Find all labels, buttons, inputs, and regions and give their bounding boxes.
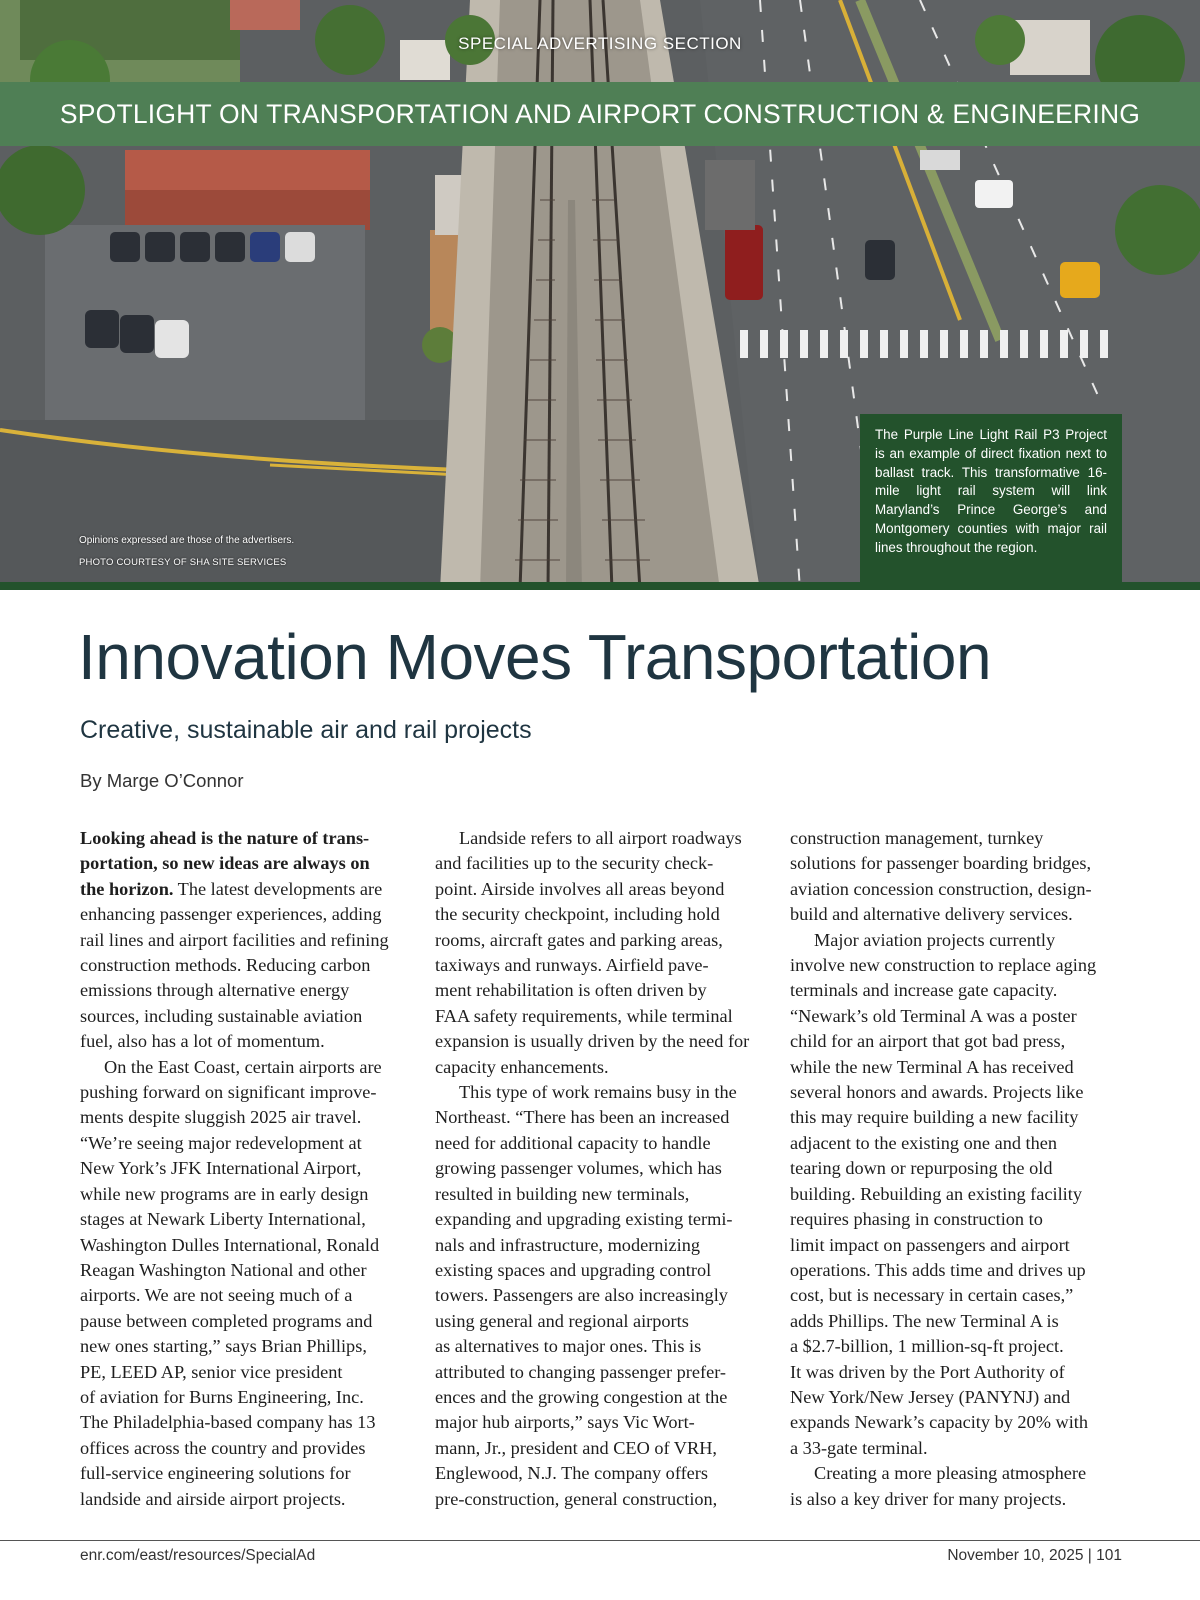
body-line: mann, Jr., president and CEO of VRH,: [435, 1437, 717, 1458]
body-line: as alternatives to major ones. This is: [435, 1336, 702, 1357]
article-byline: By Marge O’Connor: [80, 770, 244, 791]
body-line: existing spaces and upgrading control: [435, 1259, 712, 1280]
body-line: [80, 826, 415, 851]
body-line: adds Phillips. The new Terminal A is: [790, 1310, 1059, 1331]
body-line: rail lines and airport facilities and refining: [80, 929, 389, 950]
body-line: stages at Newark Liberty International,: [80, 1209, 366, 1230]
body-line: On the East Coast, certain airports are: [104, 1056, 382, 1077]
body-line: This type of work remains busy in the: [459, 1082, 737, 1103]
body-line: Northeast. “There has been an increased: [435, 1107, 730, 1128]
body-line: nals and infrastructure, modernizing: [435, 1234, 700, 1255]
lead-in-bold: portation, so new ideas are always on: [80, 853, 370, 874]
hero-photo: [0, 0, 1200, 590]
body-line: solutions for passenger boarding bridges,: [790, 853, 1092, 874]
body-line: It was driven by the Port Authority of: [790, 1361, 1065, 1382]
body-line: limit impact on passengers and airport: [790, 1234, 1070, 1255]
body-line: adjacent to the existing one and then: [790, 1132, 1058, 1153]
banner-title: SPOTLIGHT ON TRANSPORTATION AND AIRPORT CONSTRUCTION & ENGINEERING: [59, 98, 1141, 129]
body-line: FAA safety requirements, while terminal: [435, 1005, 733, 1026]
body-line: PE, LEED AP, senior vice president: [80, 1361, 343, 1382]
lead-in-rest: The latest developments are: [173, 878, 383, 899]
body-line: aviation concession construction, design-: [790, 878, 1092, 899]
body-line: the security checkpoint, including hold: [435, 904, 720, 925]
body-line: need for additional capacity to handle: [435, 1132, 711, 1153]
body-line: sources, including sustainable aviation: [80, 1005, 363, 1026]
body-line: offices across the country and provides: [80, 1437, 366, 1458]
body-line: requires phasing in construction to: [790, 1209, 1043, 1230]
advertiser-disclaimer: Opinions expressed are those of the advertisers.: [79, 535, 295, 546]
body-line: a 33-gate terminal.: [790, 1437, 928, 1458]
body-line: child for an airport that got bad press,: [790, 1031, 1066, 1052]
body-line: is also a key driver for many projects.: [790, 1488, 1067, 1509]
body-line: pushing forward on significant improve-: [80, 1082, 377, 1103]
body-line: operations. This adds time and drives up: [790, 1259, 1086, 1280]
body-line: Washington Dulles International, Ronald: [80, 1234, 380, 1255]
body-line: resulted in building new terminals,: [435, 1183, 690, 1204]
body-line: pause between completed programs and: [80, 1310, 373, 1331]
special-section-label: SPECIAL ADVERTISING SECTION: [458, 34, 742, 53]
body-line: expansion is usually driven by the need for: [435, 1031, 750, 1052]
body-line: of aviation for Burns Engineering, Inc.: [80, 1386, 364, 1407]
body-line: ences and the growing congestion at the: [435, 1386, 728, 1407]
body-line: expanding and upgrading existing termi-: [435, 1209, 733, 1230]
body-line: [80, 877, 415, 902]
body-column-3: [790, 826, 1125, 1512]
lead-in-bold: the horizon.: [80, 878, 174, 899]
footer-date-page: November 10, 2025 | 101: [947, 1547, 1122, 1564]
body-line: rooms, aircraft gates and parking areas,: [435, 929, 723, 950]
body-column-1: [80, 826, 415, 1512]
article-subhead: Creative, sustainable air and rail projects: [80, 716, 532, 744]
body-line: “Newark’s old Terminal A was a poster: [790, 1005, 1077, 1026]
body-line: major hub airports,” says Vic Wort-: [435, 1412, 695, 1433]
body-line: several honors and awards. Projects like: [790, 1082, 1084, 1103]
body-line: full-service engineering solutions for: [80, 1463, 351, 1484]
body-line: Landside refers to all airport roadways: [459, 828, 742, 848]
body-line: using general and regional airports: [435, 1310, 689, 1331]
photo-credit: PHOTO COURTESY OF SHA SITE SERVICES: [79, 557, 287, 568]
body-line: and facilities up to the security check-: [435, 853, 714, 874]
body-line: construction methods. Reducing carbon: [80, 955, 371, 976]
photo-caption-box: [860, 414, 1122, 582]
body-line: ments despite sluggish 2025 air travel.: [80, 1107, 362, 1128]
body-line: a $2.7-billion, 1 million-sq-ft project.: [790, 1336, 1064, 1357]
body-line: while the new Terminal A has received: [790, 1056, 1074, 1077]
body-line: The Philadelphia-based company has 13: [80, 1412, 376, 1433]
body-line: involve new construction to replace aging: [790, 955, 1097, 976]
body-line: “We’re seeing major redevelopment at: [80, 1132, 362, 1153]
body-line: build and alternative delivery services.: [790, 904, 1073, 925]
body-line: terminals and increase gate capacity.: [790, 980, 1058, 1001]
body-line: new ones starting,” says Brian Phillips,: [80, 1336, 367, 1357]
section-banner: [0, 82, 1200, 146]
body-line: New York’s JFK International Airport,: [80, 1158, 362, 1179]
article-headline: Innovation Moves Transportation: [78, 621, 992, 693]
lead-in-bold: Looking ahead is the nature of trans-: [80, 828, 370, 848]
body-column-2: [435, 826, 770, 1512]
body-line: [80, 851, 415, 876]
body-line: building. Rebuilding an existing facility: [790, 1183, 1082, 1204]
body-line: Englewood, N.J. The company offers: [435, 1463, 708, 1484]
body-line: towers. Passengers are also increasingly: [435, 1285, 728, 1306]
photo-caption: The Purple Line Light Rail P3 Project is an example of direct fixation next to ballast track. This transformative 16-mile light rail system will link Maryland’s Prince George’s and Montgomery counties with major rail lines throughout the region.: [875, 427, 1107, 555]
body-line: this may require building a new facility: [790, 1107, 1079, 1128]
body-line: growing passenger volumes, which has: [435, 1158, 722, 1179]
body-line: ment rehabilitation is often driven by: [435, 980, 707, 1001]
body-line: Reagan Washington National and other: [80, 1259, 367, 1280]
body-line: airports. We are not seeing much of a: [80, 1285, 353, 1306]
footer-url[interactable]: enr.com/east/resources/SpecialAd: [80, 1547, 316, 1564]
body-line: emissions through alternative energy: [80, 980, 350, 1001]
body-line: while new programs are in early design: [80, 1183, 369, 1204]
body-line: taxiways and runways. Airfield pave-: [435, 955, 709, 976]
hero-bottom-rule: [0, 582, 1200, 590]
body-line: capacity enhancements.: [435, 1056, 609, 1077]
footer-rule: [0, 1540, 1200, 1541]
body-line: New York/New Jersey (PANYNJ) and: [790, 1386, 1071, 1407]
body-line: tearing down or repurposing the old: [790, 1158, 1053, 1179]
body-line: cost, but is necessary in certain cases,”: [790, 1285, 1074, 1306]
body-line: fuel, also has a lot of momentum.: [80, 1031, 325, 1052]
body-line: construction management, turnkey: [790, 828, 1044, 848]
body-line: landside and airside airport projects.: [80, 1488, 346, 1509]
body-line: pre-construction, general construction,: [435, 1488, 718, 1509]
body-line: attributed to changing passenger prefer-: [435, 1361, 727, 1382]
body-line: point. Airside involves all areas beyond: [435, 878, 725, 899]
body-line: Major aviation projects currently: [814, 929, 1056, 950]
body-line: expands Newark’s capacity by 20% with: [790, 1412, 1088, 1433]
body-line: enhancing passenger experiences, adding: [80, 904, 382, 925]
body-line: Creating a more pleasing atmosphere: [814, 1463, 1087, 1484]
